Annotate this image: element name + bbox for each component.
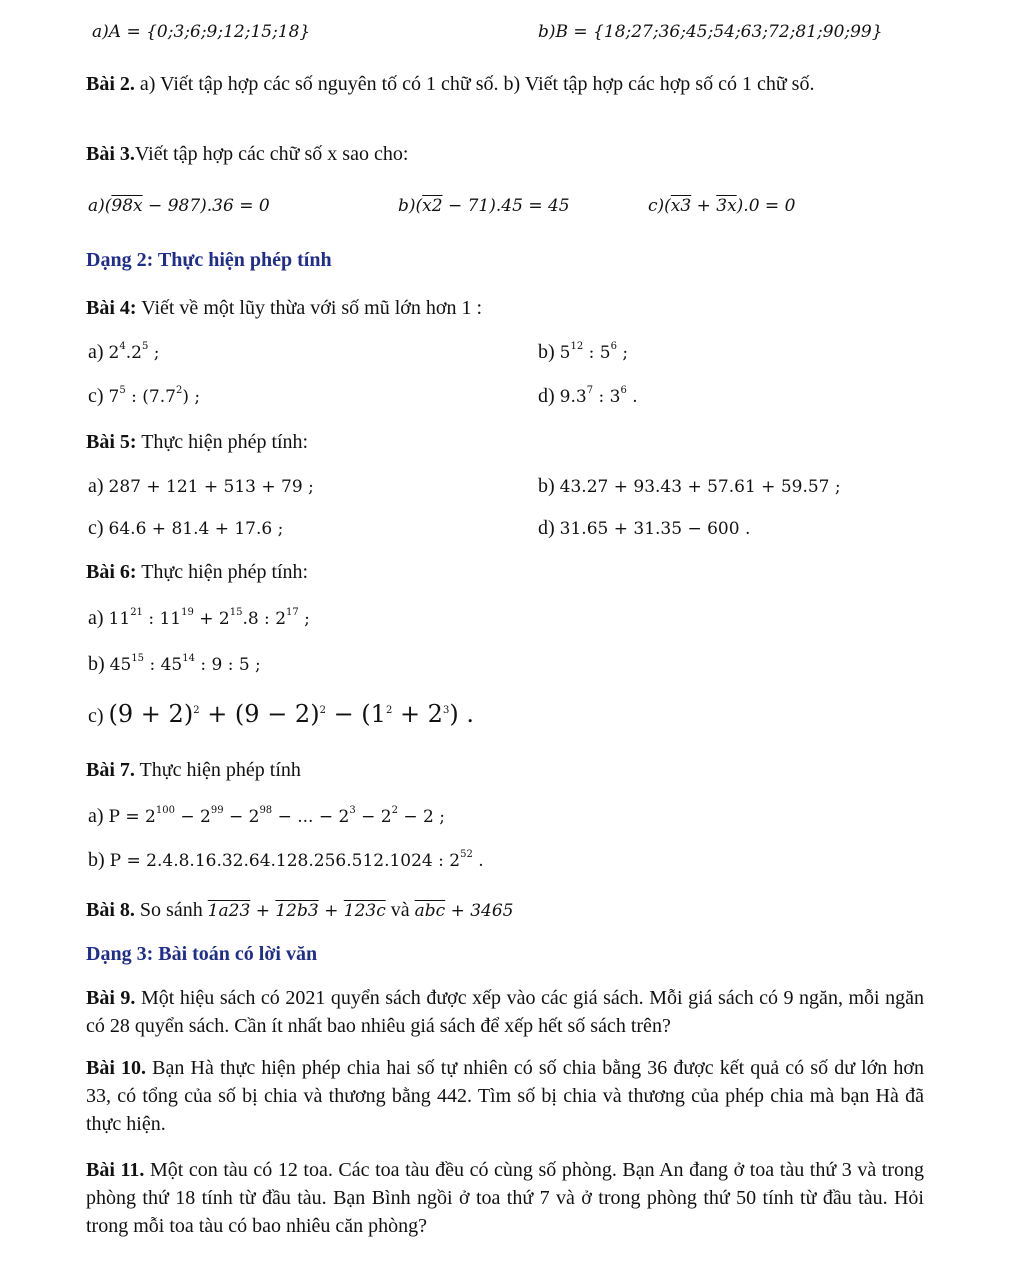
problem-11-label: Bài 11. — [86, 1159, 145, 1181]
operator: + — [250, 901, 276, 921]
set-b: b)B = {18;27;36;45;54;63;72;81;90;99} — [538, 22, 883, 42]
problem-9 — [86, 984, 924, 1040]
problem-6b — [88, 650, 261, 679]
term: . — [472, 851, 484, 871]
term: ) . — [449, 700, 474, 728]
exponent: 2 — [193, 705, 200, 716]
problem-5 — [86, 428, 308, 456]
exponent: 98 — [259, 805, 273, 816]
problem-4d — [538, 382, 638, 411]
problem-4a-label: a) — [88, 341, 104, 363]
set-a: a)A = {0;3;6;9;12;15;18} — [92, 22, 311, 42]
problem-8-text: So sánh — [139, 899, 203, 921]
exponent: 17 — [286, 607, 299, 618]
term: : 45 — [144, 655, 183, 675]
problem-5a-expression: 287 + 121 + 513 + 79 ; — [108, 477, 314, 497]
problem-7-label: Bài 7. — [86, 759, 135, 781]
overline-number: 123c — [343, 901, 386, 921]
exponent: 2 — [385, 705, 393, 716]
problem-8-label: Bài 8. — [86, 899, 135, 921]
problem-3c — [648, 192, 795, 220]
term: + 2 — [193, 609, 230, 629]
problem-3c-plus: + — [691, 196, 717, 216]
exponent: 6 — [610, 341, 617, 352]
problem-6-label: Bài 6: — [86, 561, 137, 583]
term: .8 : 2 — [242, 609, 287, 629]
problem-4d-label: d) — [538, 385, 555, 407]
term: ; — [298, 609, 310, 629]
problem-3a-prefix: a)( — [88, 196, 112, 216]
problem-3b — [398, 192, 570, 220]
problem-8 — [86, 896, 514, 925]
term: 9.3 — [559, 387, 587, 407]
problem-5c-label: c) — [88, 517, 104, 539]
term: 7 — [108, 387, 120, 407]
term: (9 + 2) — [108, 700, 194, 728]
exponent: 2 — [319, 705, 326, 716]
problem-5d-label: d) — [538, 517, 555, 539]
exponent: 4 — [119, 341, 126, 352]
term: + 2 — [392, 700, 443, 728]
exponent: 19 — [181, 607, 194, 618]
problem-11-text: Một con tàu có 12 toa. Các toa tàu đều có cùng số phòng. Bạn An đang ở toa tàu thứ 3 và trong phòng thứ 18 tính từ đầu tàu. Bạn Bình ngồi ở toa thứ 7 và ở trong phòng thứ 50 tính từ đầu tàu. Hỏi trong mỗi toa tàu có bao nhiêu căn phòng? — [86, 1159, 925, 1237]
term: − 2 — [355, 807, 392, 827]
problem-9-text: Một hiệu sách có 2021 quyển sách được xếp vào các giá sách. Mỗi giá sách có 9 ngăn, mỗi ngăn có 28 quyển sách. Cần ít nhất bao nhiêu giá sách để xếp hết số sách trên? — [86, 987, 924, 1037]
term: − 2 — [174, 807, 211, 827]
term: ) ; — [182, 387, 201, 407]
problem-4-text: Viết về một lũy thừa với số mũ lớn hơn 1 : — [141, 297, 482, 319]
problem-3c-overline-1: x3 — [670, 196, 692, 216]
problem-11 — [86, 1156, 924, 1240]
exponent: 100 — [155, 805, 175, 816]
problem-3c-prefix: c)( — [648, 196, 671, 216]
problem-5-label: Bài 5: — [86, 431, 137, 453]
problem-3a — [88, 192, 270, 220]
problem-4b — [538, 338, 628, 367]
section-heading-dang-2: Dạng 2: Thực hiện phép tính — [86, 249, 332, 271]
section-heading-dang-3: Dạng 3: Bài toán có lời văn — [86, 943, 318, 965]
term: 45 — [109, 655, 132, 675]
problem-9-label: Bài 9. — [86, 987, 136, 1009]
problem-3c-rest: ).0 = 0 — [736, 196, 796, 216]
term: : (7.7 — [125, 387, 176, 407]
term: − 2 ; — [397, 807, 445, 827]
problem-3b-rest: − 71).45 = 45 — [442, 196, 570, 216]
term: 2 — [108, 343, 120, 363]
term: ; — [148, 343, 160, 363]
exponent: 14 — [182, 653, 195, 664]
problem-6a-label: a) — [88, 607, 104, 629]
problem-5-text: Thực hiện phép tính: — [141, 431, 309, 453]
operator: + 3465 — [445, 901, 514, 921]
problem-3c-overline-2: 3x — [716, 196, 737, 216]
problem-5b-expression: 43.27 + 93.43 + 57.61 + 59.57 ; — [559, 477, 841, 497]
exponent: 5 — [119, 385, 126, 396]
problem-3-text: Viết tập hợp các chữ số x sao cho: — [134, 143, 409, 165]
problem-10-text: Bạn Hà thực hiện phép chia hai số tự nhiên có số chia bằng 36 được kết quả có số dư lớn hơn 33, có tổng của số bị chia và thương bằng 442. Tìm số bị chia và thương của phép chia mà bạn Hà đã thực hiện. — [86, 1057, 925, 1135]
exponent: 15 — [131, 653, 145, 664]
problem-7-text: Thực hiện phép tính — [139, 759, 301, 781]
problem-7a-label: a) — [88, 805, 104, 827]
problem-5c-expression: 64.6 + 81.4 + 17.6 ; — [108, 519, 284, 539]
problem-2 — [86, 70, 924, 98]
problem-10 — [86, 1054, 924, 1138]
problem-7b — [88, 846, 484, 875]
problem-5d-expression: 31.65 + 31.35 − 600 . — [559, 519, 751, 539]
problem-3a-overline: 98x — [111, 196, 143, 216]
overline-number: 12b3 — [275, 901, 319, 921]
term: + (9 − 2) — [199, 700, 320, 728]
term: ; — [616, 343, 629, 363]
exponent: 2 — [391, 805, 398, 816]
term: 5 — [559, 343, 571, 363]
overline-number: 1a23 — [207, 901, 251, 921]
problem-4a — [88, 338, 160, 367]
term: − 2 — [223, 807, 260, 827]
problem-6c-label: c) — [88, 705, 104, 727]
problem-3b-overline: x2 — [422, 196, 443, 216]
problem-10-label: Bài 10. — [86, 1057, 147, 1079]
exponent: 5 — [141, 341, 149, 352]
problem-6 — [86, 558, 308, 586]
term: : 5 — [583, 343, 611, 363]
exponent: 7 — [586, 385, 594, 396]
problem-2-label: Bài 2. — [86, 73, 135, 95]
term: : 11 — [142, 609, 182, 629]
problem-2-text: a) Viết tập hợp các số nguyên tố có 1 chữ số. b) Viết tập hợp các hợp số có 1 chữ số. — [139, 73, 815, 95]
problem-6c — [88, 700, 474, 730]
exponent: 12 — [570, 341, 584, 352]
problem-4-label: Bài 4: — [86, 297, 137, 319]
term: : 3 — [593, 387, 621, 407]
problem-5d — [538, 514, 750, 543]
problem-3a-rest: − 987).36 = 0 — [142, 196, 270, 216]
term: 11 — [108, 609, 131, 629]
problem-6a — [88, 604, 310, 633]
exponent: 99 — [210, 805, 224, 816]
term: − ... − 2 — [272, 807, 350, 827]
exponent: 3 — [442, 705, 450, 716]
problem-4b-label: b) — [538, 341, 555, 363]
problem-5a — [88, 472, 314, 501]
problem-5a-label: a) — [88, 475, 104, 497]
term: : 9 : 5 ; — [194, 655, 261, 675]
term: P = 2 — [108, 807, 156, 827]
exponent: 3 — [349, 805, 356, 816]
problem-4c — [88, 382, 200, 411]
problem-7 — [86, 756, 301, 784]
term: .2 — [125, 343, 142, 363]
problem-6b-label: b) — [88, 653, 105, 675]
term: P = 2.4.8.16.32.64.128.256.512.1024 : 2 — [109, 851, 461, 871]
problem-5b — [538, 472, 841, 501]
conjunction: và — [390, 899, 410, 921]
problem-3 — [86, 140, 408, 168]
problem-3b-prefix: b)( — [398, 196, 423, 216]
term: . — [626, 387, 638, 407]
problem-7a — [88, 802, 445, 831]
term: − (1 — [325, 700, 386, 728]
exponent: 15 — [229, 607, 243, 618]
problem-6-text: Thực hiện phép tính: — [141, 561, 309, 583]
problem-3-label: Bài 3. — [86, 143, 135, 165]
exponent: 2 — [175, 385, 183, 396]
problem-4 — [86, 294, 482, 322]
exponent: 52 — [460, 849, 473, 860]
problem-5c — [88, 514, 283, 543]
operator: + — [318, 901, 344, 921]
exponent: 6 — [620, 385, 627, 396]
problem-5b-label: b) — [538, 475, 555, 497]
problem-7b-label: b) — [88, 849, 105, 871]
problem-4c-label: c) — [88, 385, 104, 407]
exponent: 21 — [130, 607, 143, 618]
overline-number: $\overline{abc}$ — [414, 901, 446, 921]
